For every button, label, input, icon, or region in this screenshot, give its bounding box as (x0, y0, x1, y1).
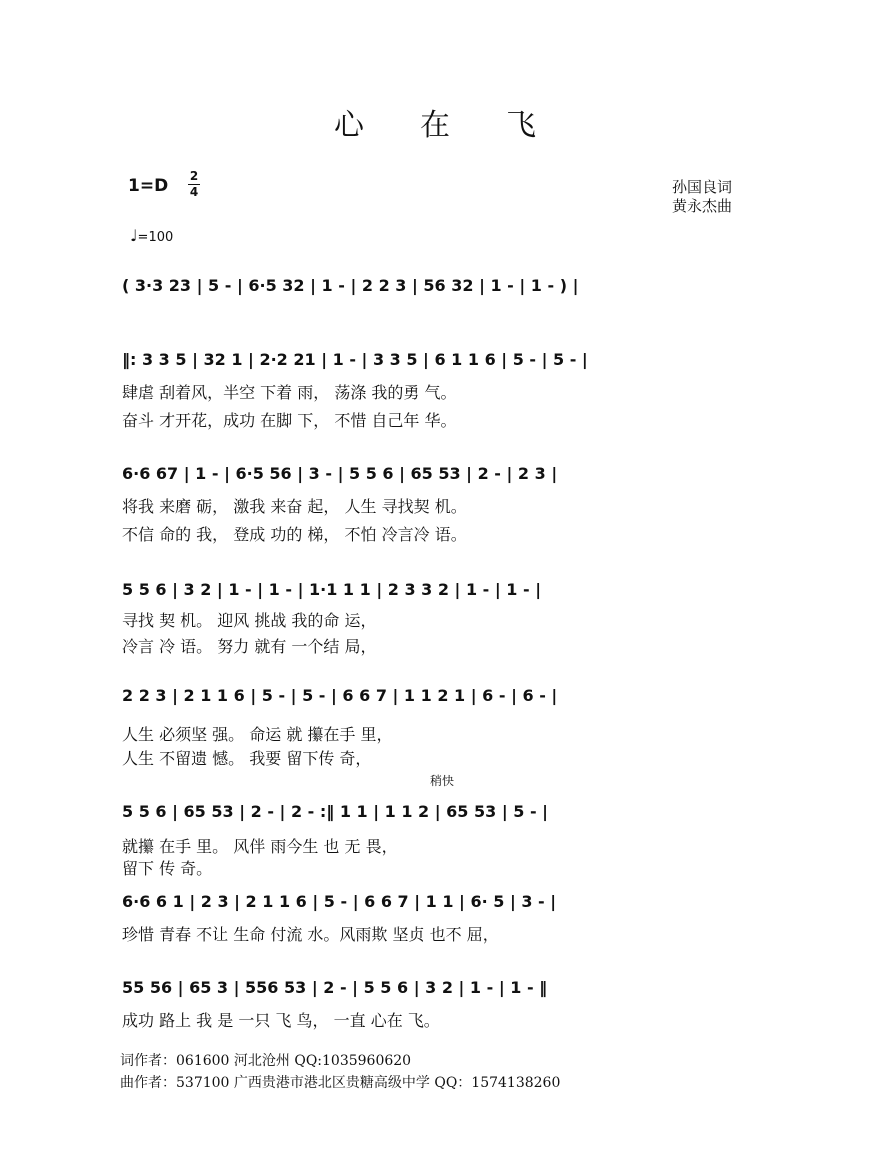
lyrics-verse2-line-5: 人生 不留遗 憾。 我要 留下传 奇， (122, 749, 372, 768)
lyrics-line-8: 成功 路上 我 是 一只 飞 鸟， 一直 心在 飞。 (122, 1011, 440, 1030)
tempo-value: =100 (137, 230, 174, 245)
title-char: 飞 (506, 108, 536, 143)
composer-credit: 黄永杰曲 (672, 197, 733, 215)
lyrics-verse1-line-2: 肆虐 刮着风，半空 下着 雨， 荡涤 我的勇 气。 (122, 383, 457, 402)
lyrics-verse1-line-6: 就攥 在手 里。 风伴 雨今生 也 无 畏， (122, 837, 398, 856)
notation-line-5: 2 2 3 | 2 1 1 6 | 5 - | 5 - | 6 6 7 | 1 1 2 1 | 6 - | 6 - | (122, 686, 558, 705)
composer-contact: 曲作者：537100 广西贵港市港北区贵糖高级中学 QQ：1574138260 (120, 1075, 561, 1091)
key-signature: 1=D (128, 176, 169, 196)
notation-line-4: 5 5 6 | 3 2 | 1 - | 1 - | 1·1 1 1 | 2 3 3 2 | 1 - | 1 - | (122, 580, 542, 599)
title-char: 心 (334, 108, 364, 143)
notation-line-7: 6·6 6 1 | 2 3 | 2 1 1 6 | 5 - | 6 6 7 | 1 1 | 6· 5 | 3 - | (122, 892, 557, 911)
time-sig-top: 2 (189, 169, 199, 183)
notation-line-6: 5 5 6 | 65 53 | 2 - | 2 - :‖ 1 1 | 1 1 2 | 65 53 | 5 - | (122, 802, 549, 821)
lyrics-verse2-line-4: 冷言 冷 语。 努力 就有 一个结 局， (122, 637, 377, 656)
notation-line-8: 55 56 | 65 3 | 556 53 | 2 - | 5 5 6 | 3 2 | 1 - | 1 - ‖ (122, 978, 548, 997)
quarter-note-icon: ♩ (130, 226, 138, 245)
song-title (0, 100, 870, 144)
lyrics-verse2-line-2: 奋斗 才开花，成功 在脚 下， 不惜 自己年 华。 (122, 411, 457, 430)
lyricist-credit: 孙国良词 (672, 178, 733, 196)
title-char: 在 (420, 108, 450, 143)
lyrics-line-7: 珍惜 青春 不让 生命 付流 水。风雨欺 坚贞 也不 屈， (122, 925, 499, 944)
tempo-marking (130, 226, 173, 245)
lyrics-verse2-line-6: 留下 传 奇。 (122, 859, 213, 878)
notation-line-2: ‖: 3 3 5 | 32 1 | 2·2 21 | 1 - | 3 3 5 | 6 1 1 6 | 5 - | 5 - | (122, 350, 588, 369)
time-signature (188, 170, 200, 199)
lyrics-verse1-line-5: 人生 必须坚 强。 命运 就 攥在手 里， (122, 725, 393, 744)
time-sig-bottom: 4 (189, 185, 199, 199)
lyrics-verse1-line-4: 寻找 契 机。 迎风 挑战 我的命 运， (122, 611, 377, 630)
tempo-change-mark: 稍快 (430, 774, 455, 788)
notation-line-3: 6·6 67 | 1 - | 6·5 56 | 3 - | 5 5 6 | 65 53 | 2 - | 2 3 | (122, 464, 558, 483)
lyrics-verse2-line-3: 不信 命的 我， 登成 功的 梯， 不怕 冷言冷 语。 (122, 525, 467, 544)
lyricist-contact: 词作者：061600 河北沧州 QQ:1035960620 (120, 1053, 412, 1069)
notation-line-1: ( 3·3 23 | 5 - | 6·5 32 | 1 - | 2 2 3 | 56 32 | 1 - | 1 - ) | (122, 276, 579, 295)
lyrics-verse1-line-3: 将我 来磨 砺， 激我 来奋 起， 人生 寻找契 机。 (122, 497, 467, 516)
